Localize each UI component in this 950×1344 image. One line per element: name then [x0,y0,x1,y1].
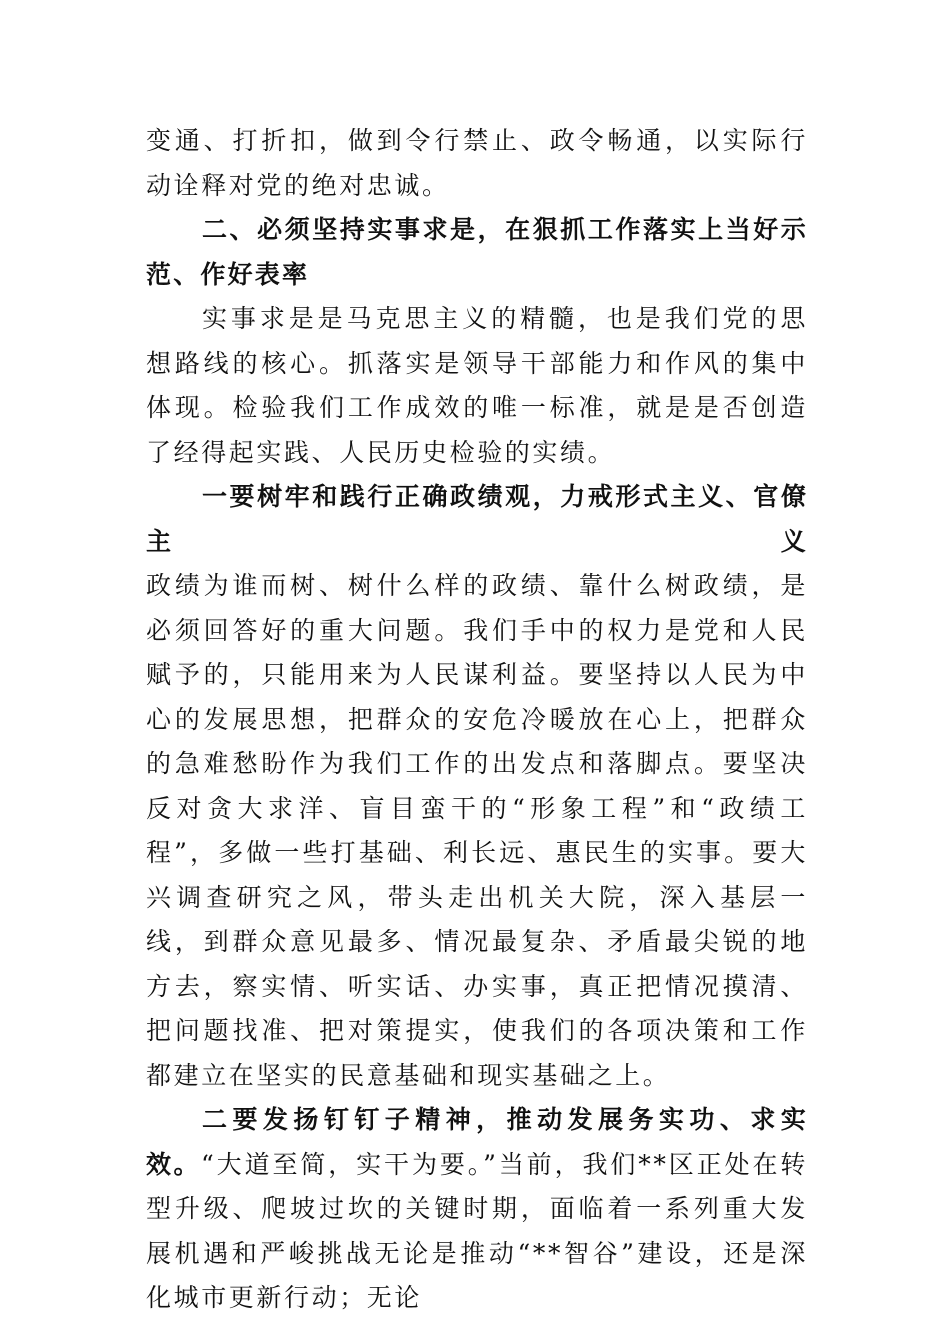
point-two-body: “大道至简，实干为要。”当前，我们**区正处在转型升级、爬坡过坎的关键时期，面临着一系列重大发展机遇和严峻挑战无论是推动“**智谷”建设，还是深化城市更新行动；无论 [146,1149,808,1312]
point-one-title: 一要树牢和践行正确政绩观，力戒形式主义、官僚主义 [146,482,808,556]
section-intro-paragraph: 实事求是是马克思主义的精髓，也是我们党的思想路线的核心。抓落实是领导干部能力和作风的集中体现。检验我们工作成效的唯一标准，就是是否创造了经得起实践、人民历史检验的实绩。 [146,304,808,467]
document-body [146,119,808,1321]
point-one-paragraph: 政绩为谁而树、树什么样的政绩、靠什么树政绩，是必须回答好的重大问题。我们手中的权力是党和人民赋予的，只能用来为人民谋利益。要坚持以人民为中心的发展思想，把群众的安危冷暖放在心上，把群众的急难愁盼作为我们工作的出发点和落脚点。要坚决反对贪大求洋、盲目蛮干的“形象工程”和“政绩工程”，多做一些打基础、利长远、惠民生的实事。要大兴调查研究之风，带头走出机关大院，深入基层一线，到群众意见最多、情况最复杂、矛盾最尖锐的地方去，察实情、听实话、办实事，真正把情况摸清、把问题找准、把对策提实，使我们的各项决策和工作都建立在坚实的民意基础和现实基础之上。 [146,571,808,1090]
continuation-paragraph: 变通、打折扣，做到令行禁止、政令畅通，以实际行动诠释对党的绝对忠诚。 [146,126,808,200]
section-heading: 二、必须坚持实事求是，在狠抓工作落实上当好示范、作好表率 [146,215,808,289]
point-two-paragraph [146,1098,808,1321]
point-one-lead [146,475,808,564]
point-two-title: 二要发扬钉钉子精神，推动发展务实功、求实效。 [146,1105,808,1179]
